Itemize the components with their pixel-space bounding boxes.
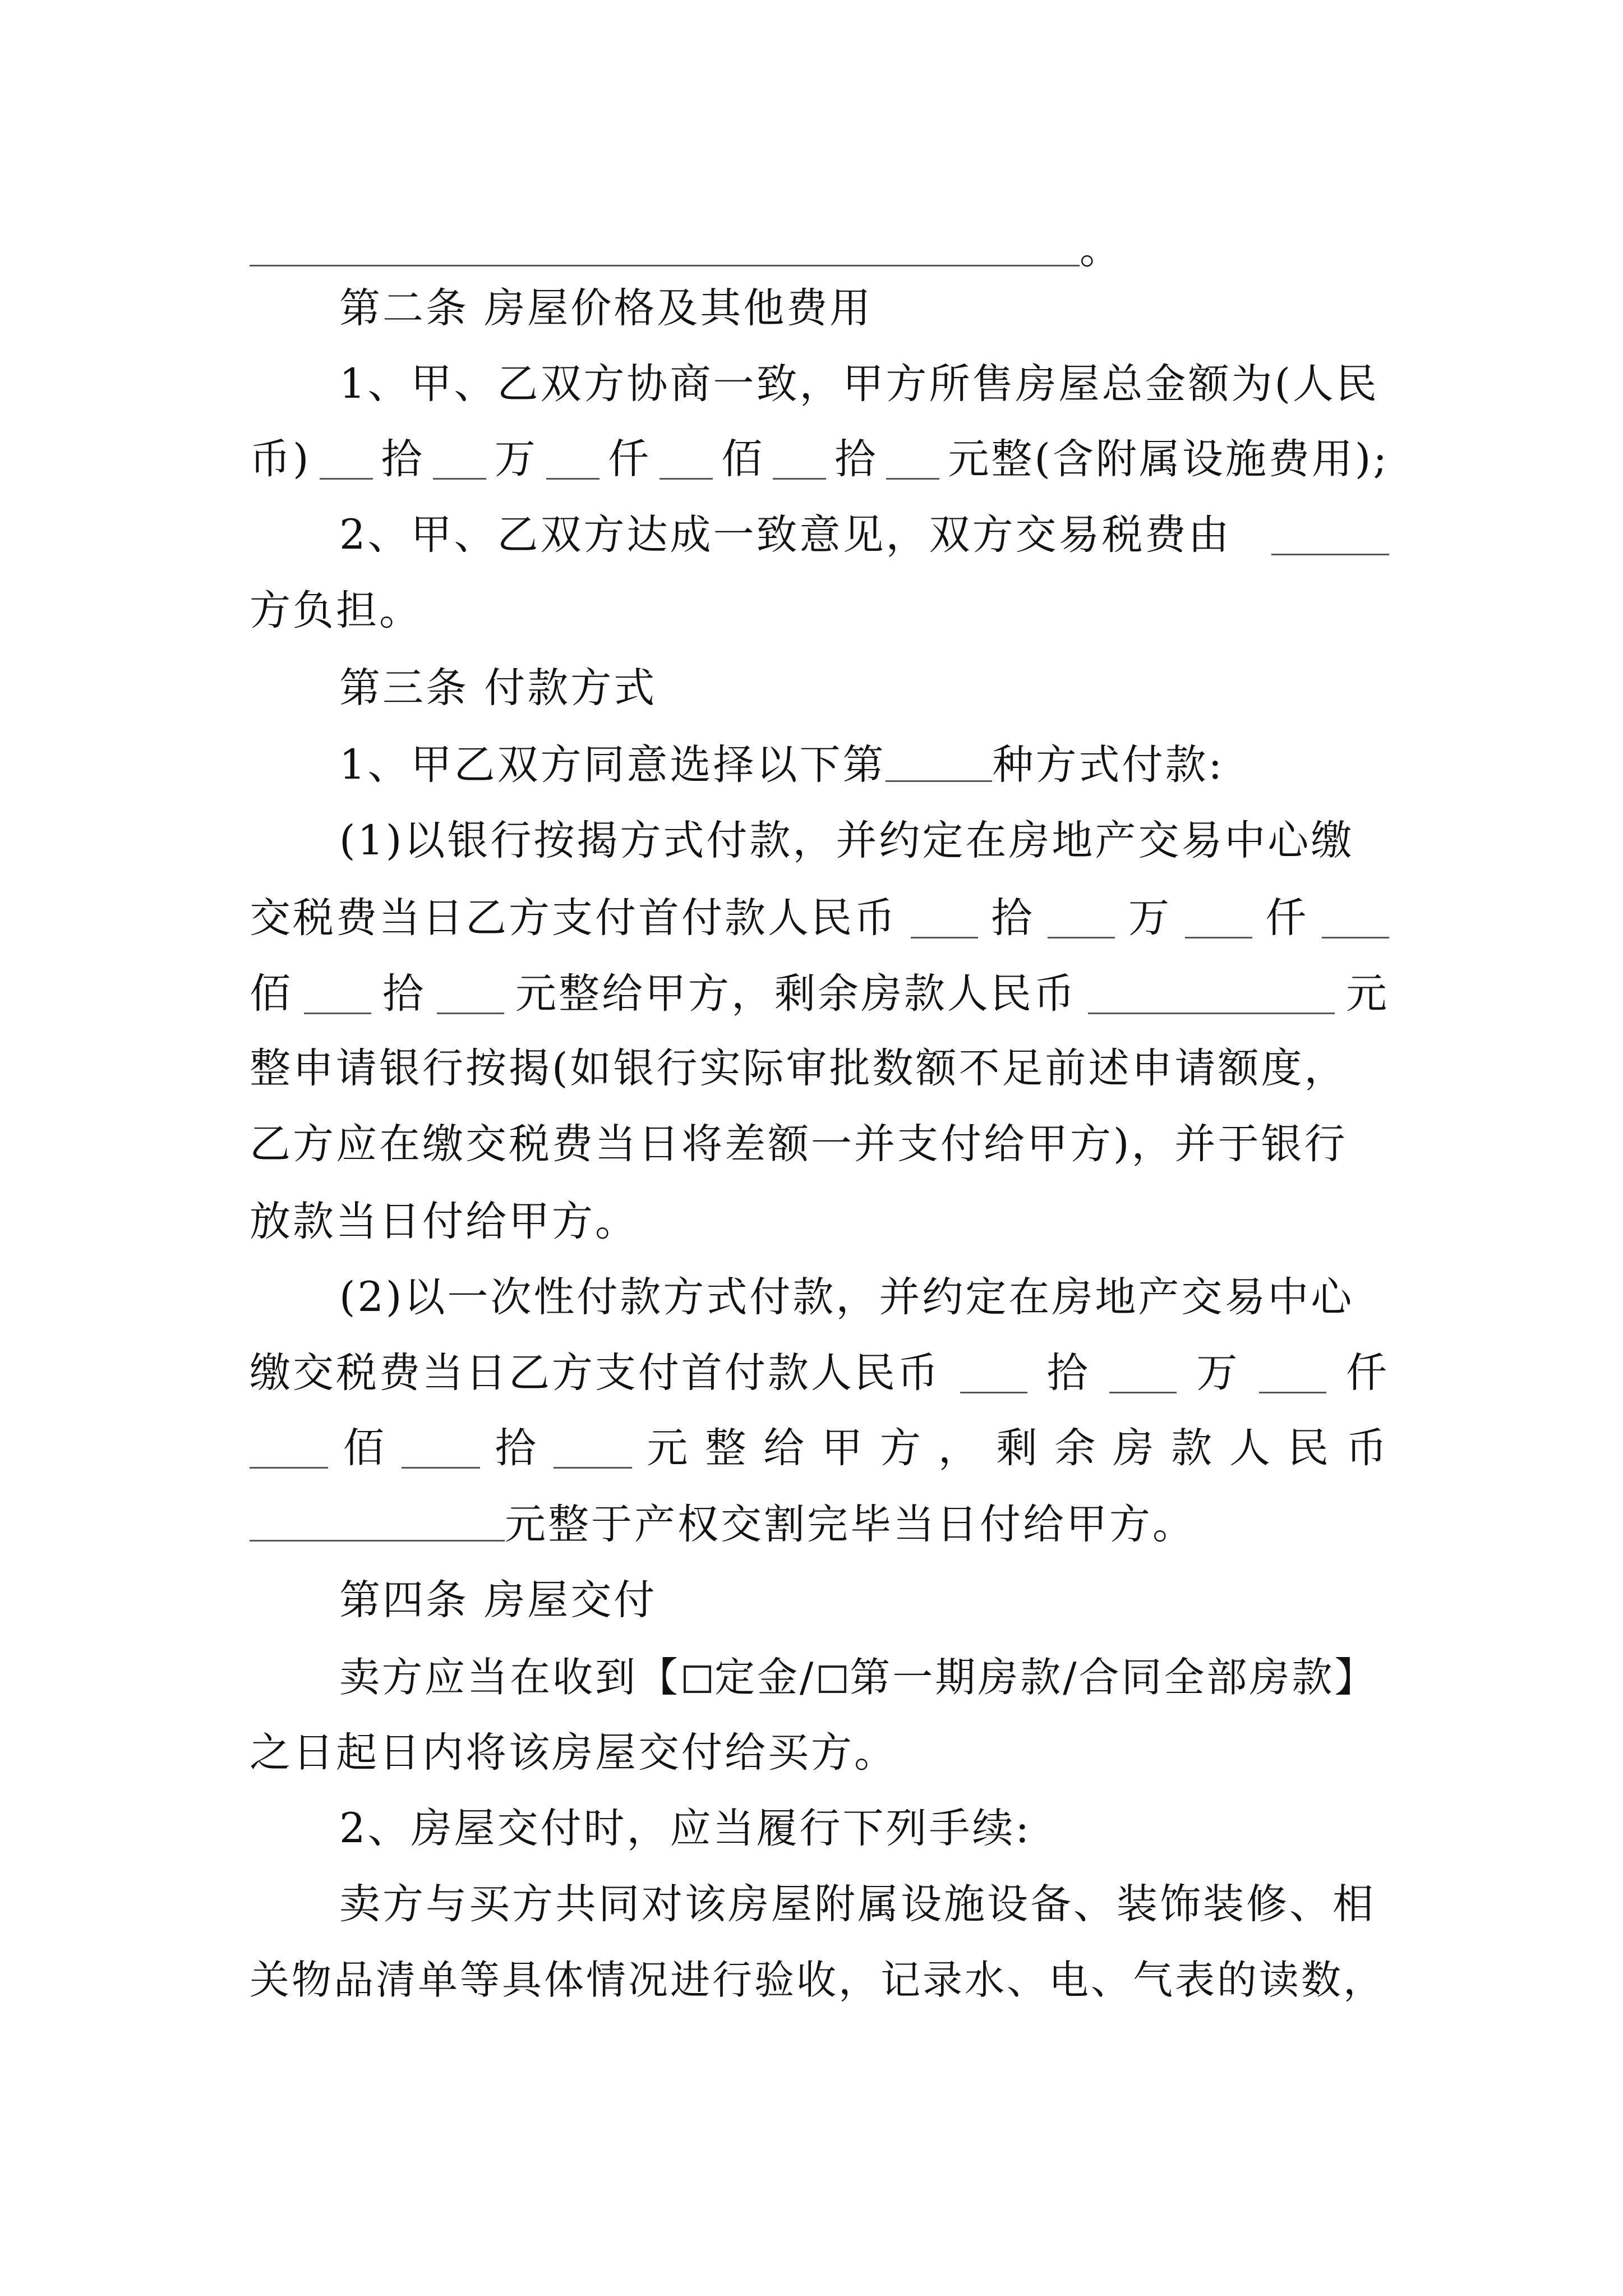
paragraph-line-10: 交税费当日乙方支付首付款人民币 拾 万 仟 bbox=[250, 885, 1389, 952]
blank-field bbox=[660, 439, 713, 480]
paragraph-line-6: 方负担。 bbox=[250, 587, 422, 634]
blank-field bbox=[546, 439, 600, 480]
blank-field bbox=[250, 1428, 328, 1469]
paragraph-line-18: 元整于产权交割完毕当日付给甲方。 bbox=[250, 1491, 1389, 1558]
blank-field bbox=[402, 1428, 480, 1469]
paragraph-line-22: 2、房屋交付时，应当履行下列手续: bbox=[339, 1805, 1032, 1852]
paragraph-line-1: 。 bbox=[250, 216, 1389, 283]
blank-field bbox=[437, 974, 504, 1014]
blank-field bbox=[304, 974, 371, 1014]
article-2-heading: 第二条 房屋价格及其他费用 bbox=[339, 284, 873, 332]
blank-field bbox=[1048, 898, 1115, 938]
blank-field bbox=[1322, 898, 1389, 938]
paragraph-line-15: (2)以一次性付款方式付款，并约定在房地产交易中心 bbox=[339, 1273, 1354, 1321]
paragraph-line-17: 佰 拾 元 整 给 甲 方 ， 剩 余 房 款 人 民 币 bbox=[250, 1415, 1389, 1482]
blank-field bbox=[1109, 1353, 1177, 1393]
blank-field bbox=[433, 439, 486, 480]
article-3-heading: 第三条 付款方式 bbox=[339, 664, 657, 712]
blank-field bbox=[886, 741, 992, 781]
blank-field bbox=[1185, 898, 1252, 938]
blank-field bbox=[1088, 974, 1335, 1014]
paragraph-line-16: 缴交税费当日乙方支付首付款人民币 拾 万 仟 bbox=[250, 1349, 1389, 1397]
blank-field bbox=[554, 1428, 632, 1469]
blank-line bbox=[250, 226, 1080, 266]
paragraph-line-21: 之日起日内将该房屋交付给买方。 bbox=[250, 1729, 897, 1777]
blank-field bbox=[960, 1353, 1027, 1393]
blank-field bbox=[911, 898, 978, 938]
checkbox-icon bbox=[684, 1665, 711, 1693]
paragraph-line-3: 1、甲、乙双方协商一致，甲方所售房屋总金额为(人民 bbox=[339, 360, 1379, 408]
article-4-heading: 第四条 房屋交付 bbox=[339, 1576, 657, 1624]
blank-field bbox=[1271, 515, 1389, 555]
paragraph-line-13: 乙方应在缴交税费当日将差额一并支付给甲方)，并于银行 bbox=[250, 1120, 1348, 1168]
blank-field bbox=[773, 439, 826, 480]
paragraph-line-23: 卖方与买方共同对该房屋附属设施设备、装饰装修、相 bbox=[339, 1880, 1376, 1928]
paragraph-line-4: 币) 拾 万 仟 佰 拾 元整(含附属设施费用); bbox=[250, 435, 1389, 483]
blank-field bbox=[320, 439, 373, 480]
paragraph-line-11: 佰 拾 元整给甲方，剩余房款人民币 元 bbox=[250, 970, 1389, 1018]
paragraph-line-14: 放款当日付给甲方。 bbox=[250, 1198, 638, 1245]
paragraph-line-24: 关物品清单等具体情况进行验收，记录水、电、气表的读数， bbox=[250, 1957, 1386, 2003]
blank-field bbox=[250, 1501, 505, 1541]
paragraph-line-9: (1)以银行按揭方式付款，并约定在房地产交易中心缴 bbox=[339, 817, 1354, 864]
paragraph-line-20: 卖方应当在收到【 定金/ 第一期房款/合同全部房款】 bbox=[339, 1654, 1377, 1701]
blank-field bbox=[886, 439, 939, 480]
paragraph-line-8: 1、甲乙双方同意选择以下第 种方式付款: bbox=[339, 741, 1225, 789]
checkbox-icon bbox=[819, 1665, 846, 1693]
paragraph-line-5: 2、甲、乙双方达成一致意见，双方交易税费由 bbox=[339, 501, 1389, 569]
paragraph-line-12: 整申请银行按揭(如银行实际审批数额不足前述申请额度， bbox=[250, 1045, 1348, 1092]
blank-field bbox=[1259, 1353, 1326, 1393]
